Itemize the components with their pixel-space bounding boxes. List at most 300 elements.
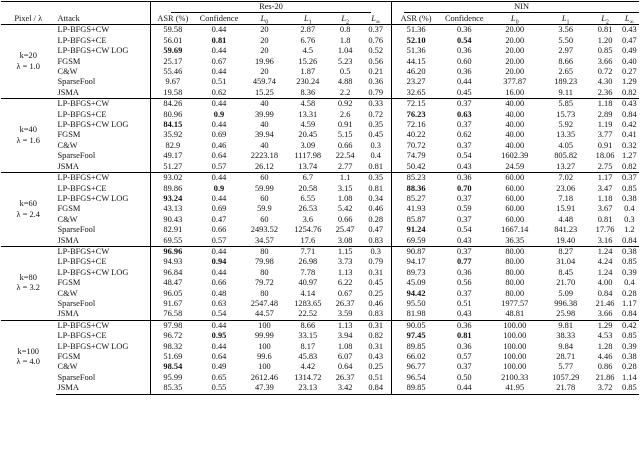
- attack-name: SparseFool: [56, 299, 151, 309]
- res20-cell: 51.69: [163, 352, 183, 361]
- res20-cell: 0.25: [360, 289, 391, 299]
- table-row: [1, 215, 639, 225]
- nin-cell: 0.54: [456, 225, 472, 235]
- k-label: k=80: [19, 272, 37, 282]
- res20-cell: 76.58: [163, 309, 183, 319]
- res20-cell: 0.57: [211, 235, 227, 245]
- res20-cell: 39.94: [254, 130, 274, 140]
- table-row: [1, 320, 639, 331]
- res20-cell: 96.84: [163, 267, 183, 277]
- nin-cell: 40.00: [505, 109, 525, 119]
- nin-cell: 0.37: [620, 173, 639, 184]
- nin-cell: 377.87: [503, 77, 527, 87]
- nin-cell: 0.84: [622, 309, 637, 319]
- res20-cell: 3.15: [337, 183, 353, 193]
- nin-cell: 8.27: [541, 246, 590, 257]
- nin-cell: 0.86: [597, 362, 613, 372]
- nin-cell: 1.18: [597, 193, 613, 203]
- nin-cell: 89.85: [392, 383, 440, 394]
- res20-cell: 0.45: [360, 130, 391, 140]
- asr-header: ASR (%): [157, 13, 189, 23]
- res20-cell: 22.52: [298, 309, 318, 319]
- res20-cell: 0.56: [360, 57, 391, 67]
- res20-cell: 0.67: [211, 56, 227, 66]
- nin-cell: 4.48: [558, 214, 574, 224]
- res20-cell: 0.82: [360, 331, 391, 341]
- nin-cell: 0.45: [456, 87, 472, 97]
- res20-cell: 98.32: [163, 341, 183, 351]
- res20-cell: 1.13: [330, 320, 360, 331]
- nin-cell: 0.39: [622, 267, 637, 277]
- nin-cell: 0.3: [624, 214, 635, 224]
- nin-cell: 0.37: [440, 99, 488, 110]
- res20-cell: 2547.48: [250, 298, 279, 308]
- nin-cell: 20.00: [505, 35, 525, 45]
- res20-cell: 33.15: [298, 331, 318, 341]
- res20-cell: 3.42: [330, 383, 360, 394]
- res20-cell: 0.46: [360, 204, 391, 214]
- res20-cell: 0.34: [360, 194, 391, 204]
- attack-name: LP-BFGS+CW LOG: [56, 268, 151, 278]
- res20-cell: 459.74: [252, 77, 276, 87]
- nin-cell: 25.98: [556, 309, 576, 319]
- nin-cell: 24.59: [505, 161, 525, 171]
- res20-cell: 59.58: [150, 25, 194, 36]
- table-row: [1, 352, 639, 362]
- table-row: [1, 299, 639, 309]
- nin-cell: 2.97: [558, 46, 574, 56]
- res20-cell: 34.57: [254, 235, 274, 245]
- nin-cell: 8.45: [558, 267, 574, 277]
- table-row: [1, 257, 639, 267]
- nin-cell: 3.66: [597, 56, 613, 66]
- table-row: [1, 67, 639, 77]
- res20-cell: 0.44: [211, 193, 227, 203]
- nin-cell: 80.00: [505, 278, 525, 288]
- nin-cell: 5.85: [541, 99, 590, 110]
- table-row: [1, 236, 639, 247]
- res20-cell: 0.44: [195, 99, 243, 110]
- nin-cell: 0.72: [597, 67, 613, 77]
- attack-name: SparseFool: [56, 151, 151, 161]
- nin-cell: 88.36: [406, 183, 426, 193]
- nin-cell: 46.20: [406, 67, 426, 77]
- nin-cell: 76.23: [406, 109, 426, 119]
- nin-cell: 0.81: [456, 331, 472, 341]
- nin-cell: 21.78: [541, 383, 590, 394]
- res20-cell: 20.58: [298, 183, 318, 193]
- res20-cell: 0.81: [211, 35, 227, 45]
- res20-cell: 80: [260, 288, 269, 298]
- res20-cell: 0.43: [360, 352, 391, 362]
- nin-cell: 13.27: [556, 161, 576, 171]
- group-label-cell: [1, 246, 56, 320]
- nin-cell: 0.41: [622, 130, 637, 140]
- nin-cell: 0.43: [620, 25, 639, 36]
- nin-cell: 0.44: [440, 383, 488, 394]
- nin-cell: 4.30: [597, 77, 613, 87]
- nin-cell: 40.00: [505, 130, 525, 140]
- res20-cell: 0.69: [211, 130, 227, 140]
- res20-cell: 0.63: [211, 298, 227, 308]
- res20-cell: 40: [243, 99, 285, 110]
- res20-cell: 17.6: [300, 235, 316, 245]
- table-row: [1, 289, 639, 299]
- attack-name: SparseFool: [56, 225, 151, 235]
- table-row: [1, 278, 639, 288]
- res20-cell: 96.72: [163, 331, 183, 341]
- res20-cell: 48.47: [163, 278, 183, 288]
- nin-cell: 60.00: [505, 214, 525, 224]
- res20-cell: 2.2: [339, 87, 351, 97]
- res20-cell: 0.57: [211, 161, 227, 171]
- res20-cell: 2.77: [337, 161, 353, 171]
- res20-cell: 99.99: [254, 331, 274, 341]
- nin-cell: 4.00: [597, 278, 613, 288]
- nin-cell: 31.04: [556, 257, 576, 267]
- attack-name: FGSM: [56, 278, 151, 288]
- res20-cell: 0.66: [211, 225, 227, 235]
- nin-cell: 0.85: [597, 46, 613, 56]
- res20-cell: 3.09: [300, 140, 316, 150]
- res20-cell: 0.52: [360, 46, 391, 56]
- group-label-cell: [1, 320, 56, 394]
- nin-cell: 1.18: [590, 99, 619, 110]
- nin-cell: 0.27: [622, 67, 637, 77]
- table-row: [1, 77, 639, 87]
- res20-cell: 47.39: [243, 383, 285, 394]
- nin-cell: 0.77: [456, 257, 472, 267]
- res20-cell: 0.83: [360, 309, 391, 320]
- nin-cell: 91.24: [406, 225, 426, 235]
- nin-cell: 1667.14: [501, 225, 529, 235]
- nin-cell: 0.70: [456, 183, 472, 193]
- res20-cell: 5.42: [337, 204, 353, 214]
- lambda-label: λ = 1.0: [16, 61, 40, 71]
- nin-cell: 0.85: [622, 183, 637, 193]
- res20-cell: 19.96: [254, 56, 274, 66]
- attack-name: LP-BFGS+CE: [56, 184, 151, 194]
- res20-cell: 1.13: [337, 267, 353, 277]
- attack-name: FGSM: [56, 352, 151, 362]
- confidence-header: Confidence: [199, 13, 239, 23]
- table-row: [1, 151, 639, 161]
- res20-cell: 26.12: [254, 161, 274, 171]
- attack-name: LP-BFGS+CE: [56, 110, 151, 120]
- nin-cell: 1.20: [597, 35, 613, 45]
- nin-cell: 17.76: [595, 225, 615, 235]
- nin-cell: 15.91: [556, 204, 576, 214]
- lambda-label: λ = 3.2: [16, 283, 40, 293]
- res20-cell: 6.07: [337, 352, 353, 361]
- res20-cell: 22.54: [335, 151, 355, 161]
- nin-cell: 20.00: [489, 25, 541, 36]
- nin-cell: 0.36: [456, 67, 472, 77]
- nin-cell: 7.02: [541, 173, 590, 184]
- nin-cell: 96.54: [406, 372, 426, 382]
- res20-cell: 84.15: [163, 120, 183, 130]
- nin-cell: 0.36: [456, 341, 472, 351]
- res20-cell: 26.37: [335, 298, 355, 308]
- res20-cell: 20: [260, 46, 269, 56]
- res20-cell: 1.15: [330, 246, 360, 257]
- res20-cell: 0.67: [337, 288, 353, 298]
- nin-cell: 0.62: [456, 130, 472, 140]
- nin-cell: 40.00: [489, 99, 541, 110]
- nin-cell: 1.24: [597, 267, 613, 277]
- nin-cell: 18.06: [595, 151, 615, 161]
- res20-cell: 99.6: [257, 352, 272, 361]
- nin-cell: 0.32: [622, 140, 637, 150]
- nin-cell: 3.66: [597, 309, 613, 319]
- nin-cell: 4.05: [558, 140, 574, 150]
- nin-cell: 2.75: [597, 161, 613, 171]
- res20-cell: 1.04: [337, 46, 353, 56]
- nin-cell: 85.87: [406, 214, 426, 224]
- attack-name: LP-BFGS+CW LOG: [56, 46, 151, 56]
- nin-cell: 80.00: [505, 288, 525, 298]
- res20-cell: 4.5: [302, 46, 314, 56]
- attack-name: LP-BFGS+CW: [56, 99, 151, 110]
- nin-cell: 4.53: [597, 331, 613, 341]
- attack-name: JSMA: [56, 383, 151, 394]
- nin-cell: 90.87: [392, 246, 440, 257]
- nin-cell: 1.2: [624, 225, 635, 235]
- table-row: [1, 57, 639, 67]
- nin-cell: 1602.39: [501, 151, 529, 161]
- res20-cell: 0.66: [211, 278, 227, 288]
- res20-cell: 0.64: [337, 362, 353, 372]
- res20-cell: 0.35: [360, 120, 391, 130]
- table-row: [1, 362, 639, 372]
- nin-cell: 3.16: [597, 235, 613, 245]
- nin-cell: 0.57: [456, 352, 472, 361]
- res20-cell: 79.72: [254, 278, 274, 288]
- res20-cell: 1.1: [330, 173, 360, 184]
- res20-cell: 25.17: [163, 56, 183, 66]
- res20-cell: 59.99: [254, 183, 274, 193]
- res20-cell: 80: [243, 246, 285, 257]
- nin-cell: 28.71: [556, 352, 576, 361]
- res20-cell: 0.47: [211, 214, 227, 224]
- res20-cell: 59.9: [257, 204, 272, 214]
- res20-cell: 55.46: [163, 67, 183, 77]
- nin-cell: 0.49: [622, 46, 637, 56]
- nin-cell: 0.36: [440, 173, 488, 184]
- res20-cell: 82.91: [163, 225, 183, 235]
- res20-cell: 15.25: [254, 87, 274, 97]
- res20-cell: 0.44: [195, 246, 243, 257]
- nin-cell: 189.23: [554, 77, 578, 87]
- res20-cell: 0.55: [195, 383, 243, 394]
- nin-cell: 60.00: [505, 193, 525, 203]
- nin-cell: 3.72: [590, 383, 619, 394]
- results-table: [1, 1, 639, 395]
- attack-name: LP-BFGS+CW: [56, 173, 151, 184]
- table-row: [1, 268, 639, 278]
- res20-cell: 1254.76: [294, 225, 322, 235]
- res20-cell: 79.98: [254, 257, 274, 267]
- nin-cell: 0.37: [456, 140, 472, 150]
- attack-name: LP-BFGS+CE: [56, 36, 151, 46]
- nin-cell: 94.17: [406, 257, 426, 267]
- res20-cell: 0.31: [360, 342, 391, 352]
- nin-cell: 50.42: [406, 161, 426, 171]
- nin-cell: 100.00: [503, 341, 527, 351]
- res20-cell: 0.44: [211, 46, 227, 56]
- attack-name: C&W: [56, 141, 151, 151]
- k-label: k=40: [19, 125, 37, 135]
- attack-name: LP-BFGS+CE: [56, 257, 151, 267]
- nin-cell: 805.82: [554, 151, 578, 161]
- res20-cell: 23.13: [286, 383, 330, 394]
- attack-name: JSMA: [56, 309, 151, 320]
- res20-cell: 0.5: [339, 67, 351, 77]
- attack-name: C&W: [56, 362, 151, 372]
- nin-cell: 0.36: [440, 320, 488, 331]
- res20-cell: 5.15: [337, 130, 353, 140]
- k-label: k=60: [19, 199, 37, 209]
- res20-cell: 5.23: [337, 56, 353, 66]
- table-row: [1, 204, 639, 214]
- nin-cell: 0.84: [622, 235, 637, 245]
- nin-cell: 19.40: [556, 235, 576, 245]
- attack-name: LP-BFGS+CW: [56, 246, 151, 257]
- nin-cell: 20.00: [505, 67, 525, 77]
- res20-cell: 0.35: [360, 173, 391, 184]
- res20-cell: 60: [243, 173, 285, 184]
- res20-cell: 19.58: [163, 87, 183, 97]
- res20-cell: 1314.72: [294, 372, 322, 382]
- table-row: [1, 88, 639, 99]
- table-row: [1, 309, 639, 320]
- nin-cell: 996.38: [554, 298, 578, 308]
- nin-cell: 1.17: [590, 173, 619, 184]
- nin-cell: 0.60: [456, 56, 472, 66]
- nin-cell: 0.40: [622, 56, 637, 66]
- res20-cell: 80: [260, 267, 269, 277]
- res20-cell: 0.51: [211, 77, 227, 87]
- res20-cell: 100: [258, 341, 271, 351]
- nin-cell: 9.11: [558, 87, 573, 97]
- res20-cell: 230.24: [296, 77, 320, 87]
- res20-cell: 0.44: [195, 25, 243, 36]
- res20-cell: 96.05: [163, 288, 183, 298]
- nin-cell: 8.66: [558, 56, 574, 66]
- res20-cell: 0.28: [360, 215, 391, 225]
- res20-cell: 60: [260, 214, 269, 224]
- table-row: [1, 194, 639, 204]
- res20-cell: 0.36: [360, 77, 391, 87]
- nin-cell: 38.33: [556, 331, 576, 341]
- res20-cell: 40: [260, 140, 269, 150]
- nin-cell: 9.81: [541, 320, 590, 331]
- table-row: [1, 173, 639, 184]
- nin-cell: 45.09: [406, 278, 426, 288]
- nin-cell: 0.37: [456, 362, 472, 372]
- nin-cell: 3.67: [597, 204, 613, 214]
- nin-cell: 0.82: [622, 161, 637, 171]
- nin-cell: 4.46: [597, 352, 613, 361]
- res20-cell: 2.6: [339, 109, 351, 119]
- nin-cell: 1.28: [597, 341, 613, 351]
- nin-cell: 90.05: [392, 320, 440, 331]
- nin-cell: 36.35: [505, 235, 525, 245]
- res20-cell: 0.94: [211, 257, 227, 267]
- nin-cell: 0.84: [597, 288, 613, 298]
- table-row: [1, 110, 639, 120]
- linf-header: $L_\infty$: [360, 13, 391, 25]
- res20-cell: 1.08: [337, 341, 353, 351]
- res20-cell: 0.64: [211, 151, 227, 161]
- table-row: [1, 162, 639, 173]
- nin-cell: 32.65: [406, 87, 426, 97]
- nin-cell: 0.43: [456, 309, 472, 319]
- nin-cell: 0.91: [597, 140, 613, 150]
- attack-name: JSMA: [56, 162, 151, 173]
- res20-cell: 0.25: [360, 362, 391, 372]
- nin-cell: 1.19: [597, 120, 613, 130]
- confidence-header: Confidence: [444, 13, 484, 23]
- nin-cell: 0.43: [620, 99, 639, 110]
- res20-cell: 0.31: [360, 320, 391, 331]
- res20-cell: 96.96: [150, 246, 194, 257]
- nin-cell: 0.56: [456, 278, 472, 288]
- res20-cell: 2493.52: [250, 225, 279, 235]
- nin-cell: 2.89: [597, 109, 613, 119]
- res20-cell: 84.26: [150, 99, 194, 110]
- l1-header: $L_1$: [561, 13, 570, 26]
- nin-cell: 40.22: [406, 130, 426, 140]
- nin-cell: 1.14: [622, 372, 637, 382]
- res20-cell: 0.44: [195, 320, 243, 331]
- linf-header: $L_\infty$: [624, 13, 634, 26]
- res20-cell: 25.47: [335, 225, 355, 235]
- nin-group-label: NIN: [404, 2, 639, 13]
- res20-cell: 0.66: [337, 214, 353, 224]
- nin-cell: 0.37: [456, 120, 472, 130]
- nin-cell: 0.51: [456, 298, 472, 308]
- res20-cell: 0.65: [211, 372, 227, 382]
- nin-cell: 5.50: [558, 35, 574, 45]
- attack-header: Attack: [56, 13, 151, 25]
- res20-cell: 1117.98: [294, 151, 322, 161]
- res20-cell: 0.48: [211, 288, 227, 298]
- nin-cell: 100.00: [503, 362, 527, 372]
- l1-header: $L_1$: [303, 13, 312, 26]
- nin-cell: 74.79: [406, 151, 426, 161]
- nin-cell: 0.85: [622, 331, 637, 341]
- res20-cell: 0.4: [360, 151, 391, 161]
- res20-cell: 0.44: [211, 267, 227, 277]
- res20-cell: 1.87: [300, 67, 316, 77]
- attack-name: FGSM: [56, 130, 151, 140]
- res20-cell: 7.78: [300, 267, 316, 277]
- attack-name: LP-BFGS+CW LOG: [56, 194, 151, 204]
- nin-cell: 7.18: [558, 193, 574, 203]
- nin-cell: 89.85: [406, 341, 426, 351]
- nin-cell: 60.00: [505, 183, 525, 193]
- table-row: [1, 99, 639, 110]
- res20-cell: 0.33: [360, 99, 391, 110]
- res20-cell: 0.64: [211, 352, 227, 361]
- res20-cell: 0.21: [360, 67, 391, 77]
- res20-cell: 2612.46: [250, 372, 279, 382]
- res20-cell: 0.47: [360, 225, 391, 235]
- res20-cell: 4.88: [337, 77, 353, 87]
- res20-cell: 90.43: [163, 214, 183, 224]
- nin-cell: 80.00: [505, 257, 525, 267]
